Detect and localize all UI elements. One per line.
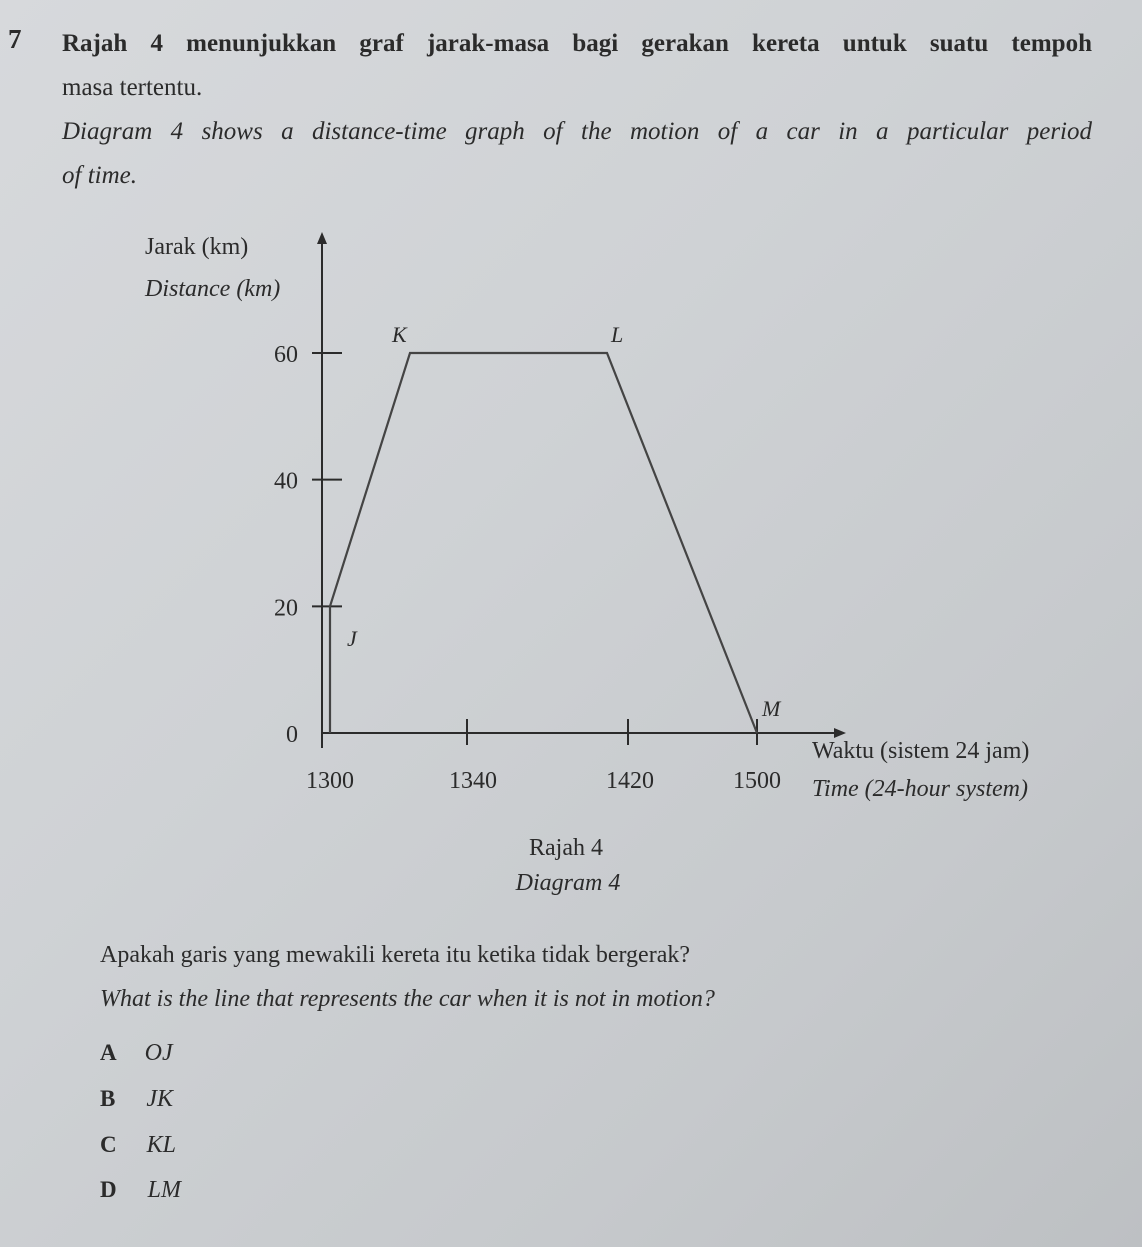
x-axis-title-ms: Waktu (sistem 24 jam) — [812, 738, 1030, 764]
question-text-ms-line2: masa tertentu. — [62, 74, 203, 101]
option-d-text: LM — [147, 1177, 181, 1203]
prompt-en: What is the line that represents the car when it is not in motion? — [100, 986, 715, 1012]
y-axis-title-ms: Jarak (km) — [145, 234, 249, 260]
option-a[interactable] — [100, 1040, 173, 1067]
question-text-en-line1: Diagram 4 shows a distance-time graph of the motion of a car in a particular period — [62, 118, 1092, 145]
option-d[interactable] — [100, 1177, 181, 1204]
graph-line — [330, 353, 757, 733]
x-axis-arrow — [834, 728, 846, 738]
x-tick-label-1500: 1500 — [733, 768, 781, 794]
option-b-letter: B — [100, 1086, 116, 1111]
diagram-caption-en: Diagram 4 — [515, 870, 621, 896]
option-c-letter: C — [100, 1132, 117, 1157]
option-c-text: KL — [146, 1132, 176, 1158]
y-axis-arrow — [317, 232, 327, 244]
y-tick-label-20: 20 — [274, 595, 298, 622]
question-text-ms-line1: Rajah 4 menunjukkan graf jarak-masa bagi gerakan kereta untuk suatu tempoh — [62, 30, 1092, 57]
point-label-l: L — [611, 322, 624, 347]
y-axis-title-en: Distance (km) — [145, 276, 281, 302]
option-b-text: JK — [146, 1086, 174, 1112]
x-tick-label-1340: 1340 — [449, 768, 497, 794]
y-tick-label-60: 60 — [274, 342, 298, 368]
diagram-caption-ms: Rajah 4 — [529, 835, 603, 861]
point-label-j: J — [347, 626, 357, 651]
y-tick-label-40: 40 — [274, 468, 298, 495]
x-axis-title-en: Time (24-hour system) — [812, 776, 1028, 802]
question-number: 7 — [8, 24, 22, 54]
y-tick-label-0: 0 — [286, 722, 298, 748]
prompt-ms: Apakah garis yang mewakili kereta itu ketika tidak bergerak? — [100, 942, 690, 968]
option-c[interactable] — [100, 1132, 176, 1159]
option-a-letter: A — [100, 1040, 117, 1065]
option-a-text: OJ — [144, 1040, 173, 1066]
question-text-en-line2: of time. — [62, 162, 137, 189]
point-label-m: M — [762, 696, 781, 721]
x-tick-label-1300: 1300 — [306, 768, 354, 794]
point-label-k: K — [392, 322, 407, 347]
option-b[interactable] — [100, 1086, 173, 1113]
x-tick-label-1420: 1420 — [606, 768, 654, 794]
option-d-letter: D — [100, 1177, 117, 1202]
